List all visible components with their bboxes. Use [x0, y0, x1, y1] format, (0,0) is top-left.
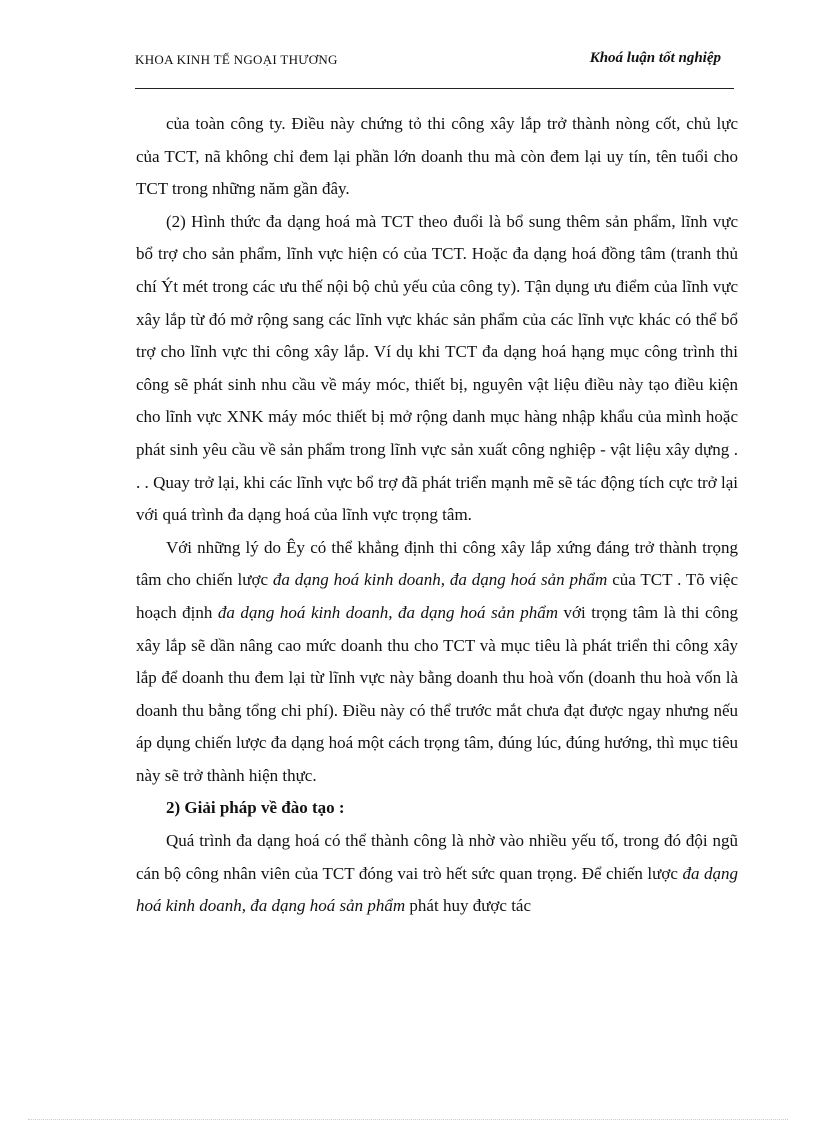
- paragraph-3-text-c: của TCT . Tõ việc hoạch định: [136, 570, 738, 622]
- paragraph-4-text-a: Quá trình đa dạng hoá có thể thành công là nhờ vào nhiều yếu tố, trong đó đội ngũ cán bộ công nhân viên của TCT đóng vai trò hết sức quan trọng. Để chiến lược: [136, 831, 738, 883]
- header-divider: [135, 88, 734, 89]
- page-header: [135, 50, 735, 72]
- paragraph-1: của toàn công ty. Điều này chứng tỏ thi công xây lắp trở thành nòng cốt, chủ lực của TCT, nã không chỉ đem lại phần lớn doanh thu mà còn đem lại uy tín, tên tuổi cho TCT trong những năm gần đây.: [136, 114, 738, 199]
- paragraph-3: [136, 532, 738, 793]
- paragraph-3-emphasis-2: đa dạng hoá kinh doanh, đa dạng hoá sản phẩm: [217, 602, 558, 622]
- paragraph-3-text-a: Với những lý do Êy có thể khẳng định thi công xây lắp xứng đáng trở thành trọng tâm cho chiến lược: [136, 537, 738, 590]
- paragraph-3-emphasis-1: đa dạng hoá kinh doanh, đa dạng hoá sản phẩm: [272, 570, 608, 590]
- paragraph-4-text-c: phát huy được tác: [405, 896, 532, 916]
- document-body: [136, 108, 738, 923]
- page-bottom-border: [28, 1119, 788, 1120]
- document-type: Khoá luận tốt nghiệp: [589, 50, 721, 66]
- paragraph-4-emphasis: đa dạng hoá kinh doanh, đa dạng hoá sản phẩm: [136, 863, 739, 916]
- faculty-name: KHOA KINH TẾ NGOẠI THƯƠNG: [135, 52, 338, 67]
- paragraph-2: (2) Hình thức đa dạng hoá mà TCT theo đuổi là bổ sung thêm sản phẩm, lĩnh vực bổ trợ cho sản phẩm, lĩnh vực hiện có của TCT. Hoặc đa dạng hoá đồng tâm (tranh thủ chí Ýt mét trong các ưu thế nội bộ chủ yếu của công ty). Tận dụng ưu điểm của lĩnh vực xây lắp từ đó mở rộng sang các lĩnh vực khác sản phẩm của các lĩnh vực khác có thể bổ trợ cho lĩnh vực thi công xây lắp. Ví dụ khi TCT đa dạng hoá hạng mục công trình thi công sẽ phát sinh nhu cầu về máy móc, thiết bị, nguyên vật liệu điều này tạo điều kiện cho lĩnh vực XNK máy móc thiết bị mở rộng danh mục hàng nhập khẩu của mình hoặc phát sinh yêu cầu về sản phẩm trong lĩnh vực sản xuất công nghiệp - vật liệu xây dựng . . . Quay trở lại, khi các lĩnh vực bổ trợ đã phát triển mạnh mẽ sẽ tác động tích cực trở lại với quá trình đa dạng hoá của lĩnh vực trọng tâm.: [136, 211, 738, 525]
- paragraph-3-text-e: với trọng tâm là thi công xây lắp sẽ dần nâng cao mức doanh thu cho TCT và mục tiêu là phát triển thi công xây lắp để doanh thu đem lại từ lĩnh vực này bằng doanh thu hoà vốn (doanh thu hoà vốn là doanh thu bằng tổng chi phí). Điều này có thể trước mắt chưa đạt được ngay nhưng nếu áp dụng chiến lược đa dạng hoá một cách trọng tâm, đúng lúc, đúng hướng, thì mục tiêu này sẽ trở thành hiện thực.: [136, 602, 738, 785]
- section-heading: 2) Giải pháp về đào tạo :: [166, 798, 345, 818]
- paragraph-4: [136, 825, 738, 923]
